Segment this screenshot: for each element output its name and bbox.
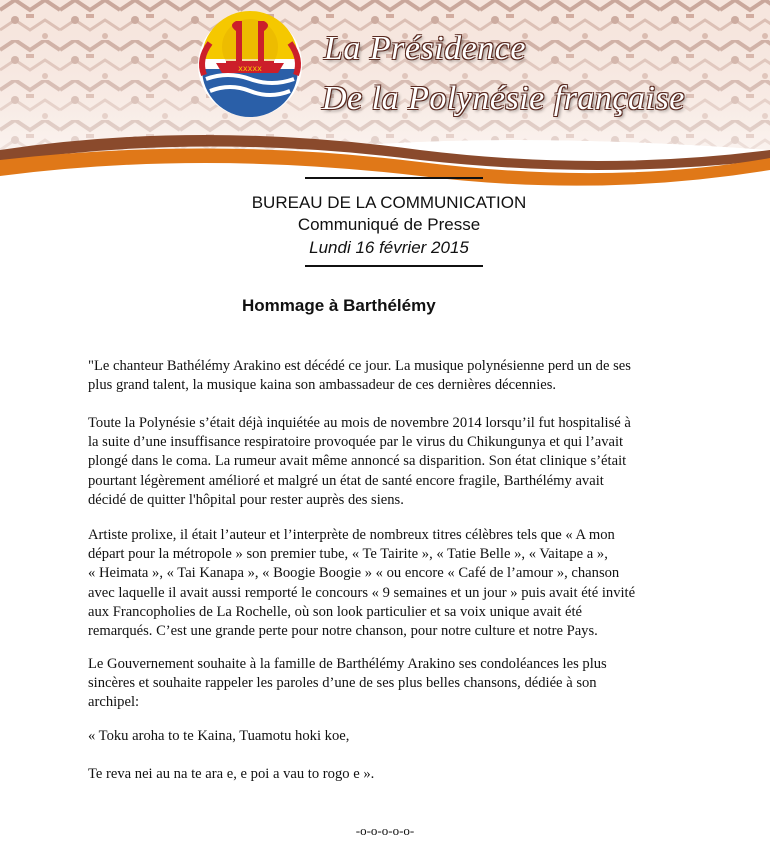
lyrics-line-2 bbox=[88, 765, 658, 784]
paragraph-2 bbox=[88, 414, 658, 510]
bureau-heading: BUREAU DE LA COMMUNICATION bbox=[251, 193, 527, 212]
lyrics-line-1 bbox=[88, 727, 658, 746]
heading-rule-top bbox=[305, 177, 483, 179]
paragraph-line: départ pour la métropole » son premier tube, « Te Tairite », « Tatie Belle », « Vaitape a », bbox=[88, 546, 608, 563]
paragraph-4 bbox=[88, 655, 658, 713]
paragraph-line: « Toku aroha to te Kaina, Tuamotu hoki koe, bbox=[88, 728, 350, 744]
paragraph-line: aux Francopholies de La Rochelle, où son look particulier et sa voix unique avait été bbox=[88, 603, 583, 620]
paragraph-3 bbox=[88, 526, 658, 641]
paragraph-line: archipel: bbox=[88, 694, 140, 711]
end-separator: -o-o-o-o-o- bbox=[355, 823, 415, 838]
paragraph-1 bbox=[88, 357, 658, 395]
heading-rule-bottom bbox=[305, 265, 483, 267]
paragraph-line: sincères et souhaite rappeler les paroles d’une de ses plus belles chansons, dédiée à son bbox=[88, 675, 597, 692]
paragraph-line: Artiste prolixe, il était l’auteur et l’interprète de nombreux titres célèbres tels que « A mon bbox=[88, 527, 615, 543]
paragraph-line: "Le chanteur Bathélémy Arakino est décédé ce jour. La musique polynésienne perd un de ses bbox=[88, 358, 631, 374]
brand-line-1: La Présidence bbox=[324, 30, 526, 67]
paragraph-line: plus grand talent, la musique kaina son ambassadeur de ces dernières décennies. bbox=[88, 377, 557, 394]
paragraph-line: avec laquelle il avait aussi remporté le concours « 9 semaines et un jour » puis avait été invité bbox=[88, 584, 636, 601]
communique-heading: Communiqué de Presse bbox=[297, 215, 481, 234]
paragraph-line: décidé de quitter l'hôpital pour rester auprès des siens. bbox=[88, 491, 404, 508]
paragraph-line: Toute la Polynésie s’était déjà inquiétée au mois de novembre 2014 lorsqu’il fut hospitalisé à bbox=[88, 415, 631, 431]
paragraph-line: plongé dans le coma. La rumeur avait même annoncé sa disparition. Son état clinique s’était bbox=[88, 453, 627, 470]
paragraph-line: la suite d’une insuffisance respiratoire provoquée par le virus du Chikungunya et qui l’avait bbox=[88, 434, 624, 451]
brand-line-2: De la Polynésie française bbox=[322, 80, 685, 117]
paragraph-line: pourtant légèrement amélioré et malgré un état de santé encore fragile, Barthélémy avait bbox=[88, 472, 604, 489]
paragraph-line: « Heimata », « Tai Kanapa », « Boogie Boogie » « ou encore « Café de l’amour », chanson bbox=[88, 565, 620, 582]
svg-text:xxxxx: xxxxx bbox=[238, 64, 262, 73]
document-title: Hommage à Barthélémy bbox=[242, 296, 436, 315]
paragraph-line: remarqués. C’est une grande perte pour notre chanson, pour notre culture et notre Pays. bbox=[88, 623, 598, 640]
paragraph-line: Te reva nei au na te ara e, e poi a vau to rogo e ». bbox=[88, 766, 375, 782]
paragraph-line: Le Gouvernement souhaite à la famille de Barthélémy Arakino ses condoléances les plus bbox=[88, 656, 607, 672]
date-heading: Lundi 16 février 2015 bbox=[309, 238, 469, 257]
